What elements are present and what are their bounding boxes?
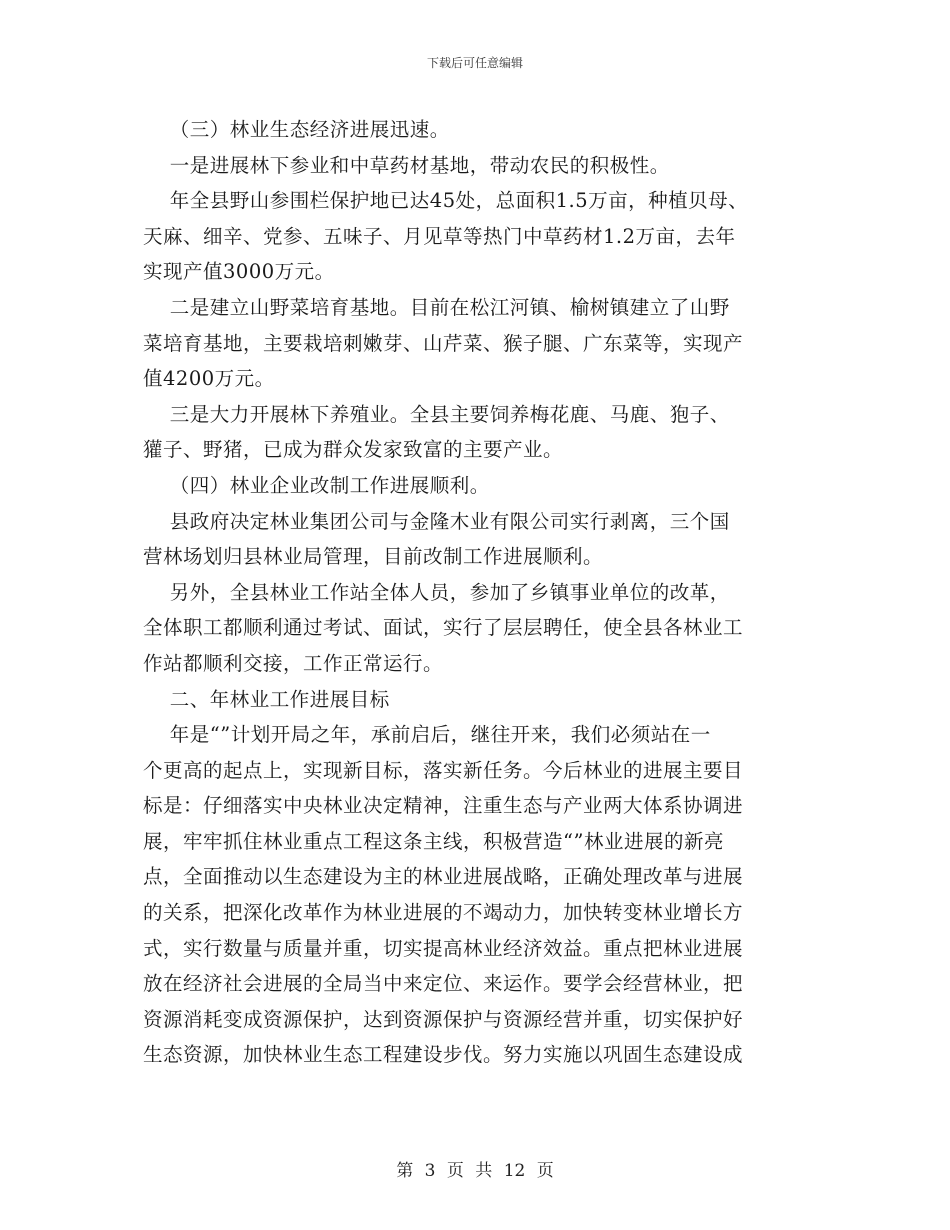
text-line: 营林场划归县林业局管理，目前改制工作进展顺利。 xyxy=(143,545,604,569)
text-line: 县政府决定林业集团公司与金隆木业有限公司实行剥离，三个国 xyxy=(143,509,730,533)
text-line: 个更高的起点上，实现新目标，落实新任务。今后林业的进展主要目 xyxy=(143,758,744,782)
document-body xyxy=(143,112,815,1073)
text-line: 值4200万元。 xyxy=(143,367,275,391)
text-line: 标是：仔细落实中央林业决定精神，注重生态与产业两大体系协调进 xyxy=(143,794,744,818)
text-line: 二是建立山野菜培育基地。目前在松江河镇、榆树镇建立了山野 xyxy=(143,295,730,319)
text-line: 獾子、野猪，已成为群众发家致富的主要产业。 xyxy=(143,438,564,462)
page-number-footer: 第 3 页 共 12 页 xyxy=(396,1161,554,1181)
page-header-note: 下载后可任意编辑 xyxy=(426,56,523,70)
text-line: 作站都顺利交接，工作正常运行。 xyxy=(143,651,444,675)
text-line: 生态资源，加快林业生态工程建设步伐。努力实施以巩固生态建设成 xyxy=(143,1043,744,1067)
text-line: 年是“”计划开局之年，承前启后，继往开来，我们必须站在一 xyxy=(143,723,711,747)
text-line: 式，实行数量与质量并重，切实提高林业经济效益。重点把林业进展 xyxy=(143,936,744,960)
text-line: 三是大力开展林下养殖业。全县主要饲养梅花鹿、马鹿、狍子、 xyxy=(143,402,730,426)
text-line: 放在经济社会进展的全局当中来定位、来运作。要学会经营林业，把 xyxy=(143,972,744,996)
text-line: 菜培育基地，主要栽培刺嫩芽、山芹菜、猴子腿、广东菜等，实现产 xyxy=(143,331,744,355)
text-line: 展，牢牢抓住林业重点工程这条主线，积极营造“”林业进展的新亮 xyxy=(143,829,724,853)
text-line: 一是进展林下参业和中草药材基地，带动农民的积极性。 xyxy=(143,153,670,177)
text-line: 点，全面推动以生态建设为主的林业进展战略，正确处理改革与进展 xyxy=(143,865,744,889)
text-line: 实现产值3000万元。 xyxy=(143,260,335,284)
text-line: 另外，全县林业工作站全体人员，参加了乡镇事业单位的改革， xyxy=(143,580,730,604)
text-line: （三）林业生态经济进展迅速。 xyxy=(143,118,450,141)
text-line: 全体职工都顺利通过考试、面试，实行了层层聘任，使全县各林业工 xyxy=(143,616,744,640)
text-line: 年全县野山参围栏保护地已达45处，总面积1.5万亩，种植贝母、 xyxy=(143,189,749,213)
text-line: 的关系，把深化改革作为林业进展的不竭动力，加快转变林业增长方 xyxy=(143,901,744,925)
text-line: （四）林业企业改制工作进展顺利。 xyxy=(143,473,490,497)
text-line: 天麻、细辛、党参、五味子、月见草等热门中草药材1.2万亩，去年 xyxy=(143,224,736,248)
text-line: 二、年林业工作进展目标 xyxy=(143,687,390,711)
text-line: 资源消耗变成资源保护，达到资源保护与资源经营并重，切实保护好 xyxy=(143,1007,744,1031)
